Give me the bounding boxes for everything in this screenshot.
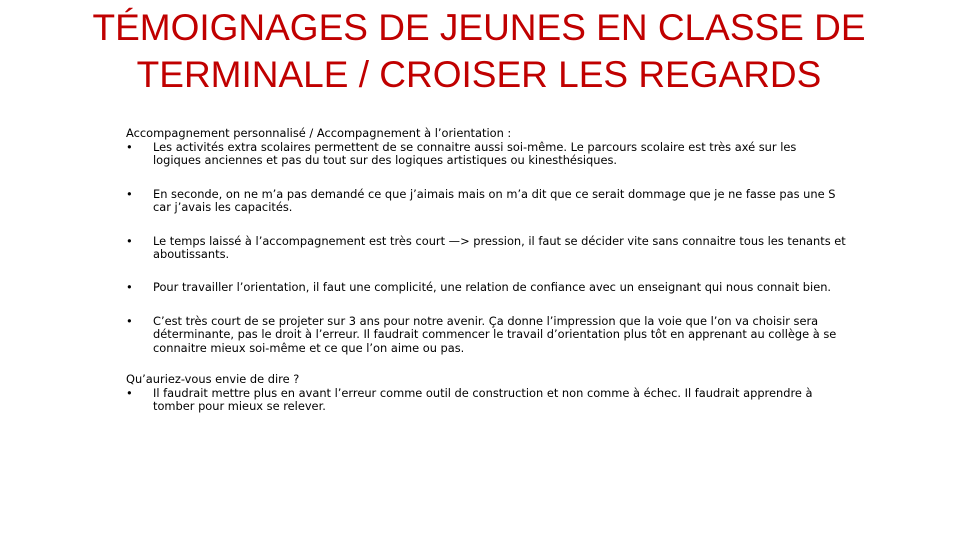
list-item	[126, 281, 846, 294]
bullet-icon: •	[126, 140, 133, 154]
slide-title-line-2: TERMINALE / CROISER LES REGARDS	[136, 54, 822, 95]
section-envie-de-dire	[126, 373, 846, 414]
slide-title-line-1: TÉMOIGNAGES DE JEUNES EN CLASSE DE	[92, 7, 866, 48]
bullet-icon: •	[126, 313, 133, 328]
list-item-text: Le temps laissé à l’accompagnement est très court —> pression, il faut se décider vite sans connaitre tous les tenants et aboutissants.	[153, 233, 846, 262]
section-accompagnement	[126, 127, 846, 355]
testimony-list	[126, 387, 846, 414]
list-item-text: C’est très court de se projeter sur 3 ans pour notre avenir. Ça donne l’impression que la voie que l’on va choisir sera déterminante, pas le droit à l’erreur. Il faudrait commencer le travail d’orientation plus tôt en apprenant au collège à se connaitre mieux soi-même et ce que l’on aime ou pas.	[153, 313, 837, 355]
list-item	[126, 141, 846, 168]
list-item	[126, 387, 846, 414]
list-item	[126, 315, 846, 355]
bullet-icon: •	[126, 386, 133, 401]
slide-title	[0, 4, 958, 98]
slide-body	[126, 127, 846, 414]
bullet-icon: •	[126, 233, 133, 248]
list-item-text: Pour travailler l’orientation, il faut une complicité, une relation de confiance avec un enseignant qui nous connait bien.	[153, 280, 832, 295]
list-item	[126, 188, 846, 215]
testimony-list	[126, 141, 846, 355]
section-heading: Accompagnement personnalisé / Accompagnement à l’orientation :	[126, 126, 512, 140]
list-item-text: Il faudrait mettre plus en avant l’erreur comme outil de construction et non comme à échec. Il faudrait apprendre à tomber pour mieux se relever.	[153, 386, 813, 414]
bullet-icon: •	[126, 280, 133, 295]
bullet-icon: •	[126, 186, 133, 201]
list-item	[126, 235, 846, 262]
list-item-text: En seconde, on ne m’a pas demandé ce que j’aimais mais on m’a dit que ce serait dommage que je ne fasse pas une S car j’avais les capacités.	[153, 186, 836, 215]
section-heading: Qu’auriez-vous envie de dire ?	[126, 372, 300, 387]
list-item-text: Les activités extra scolaires permettent de se connaitre aussi soi-même. Le parcours scolaire est très axé sur les logiques anciennes et pas du tout sur des logiques artistiques ou kinesthésiques.	[153, 140, 797, 168]
